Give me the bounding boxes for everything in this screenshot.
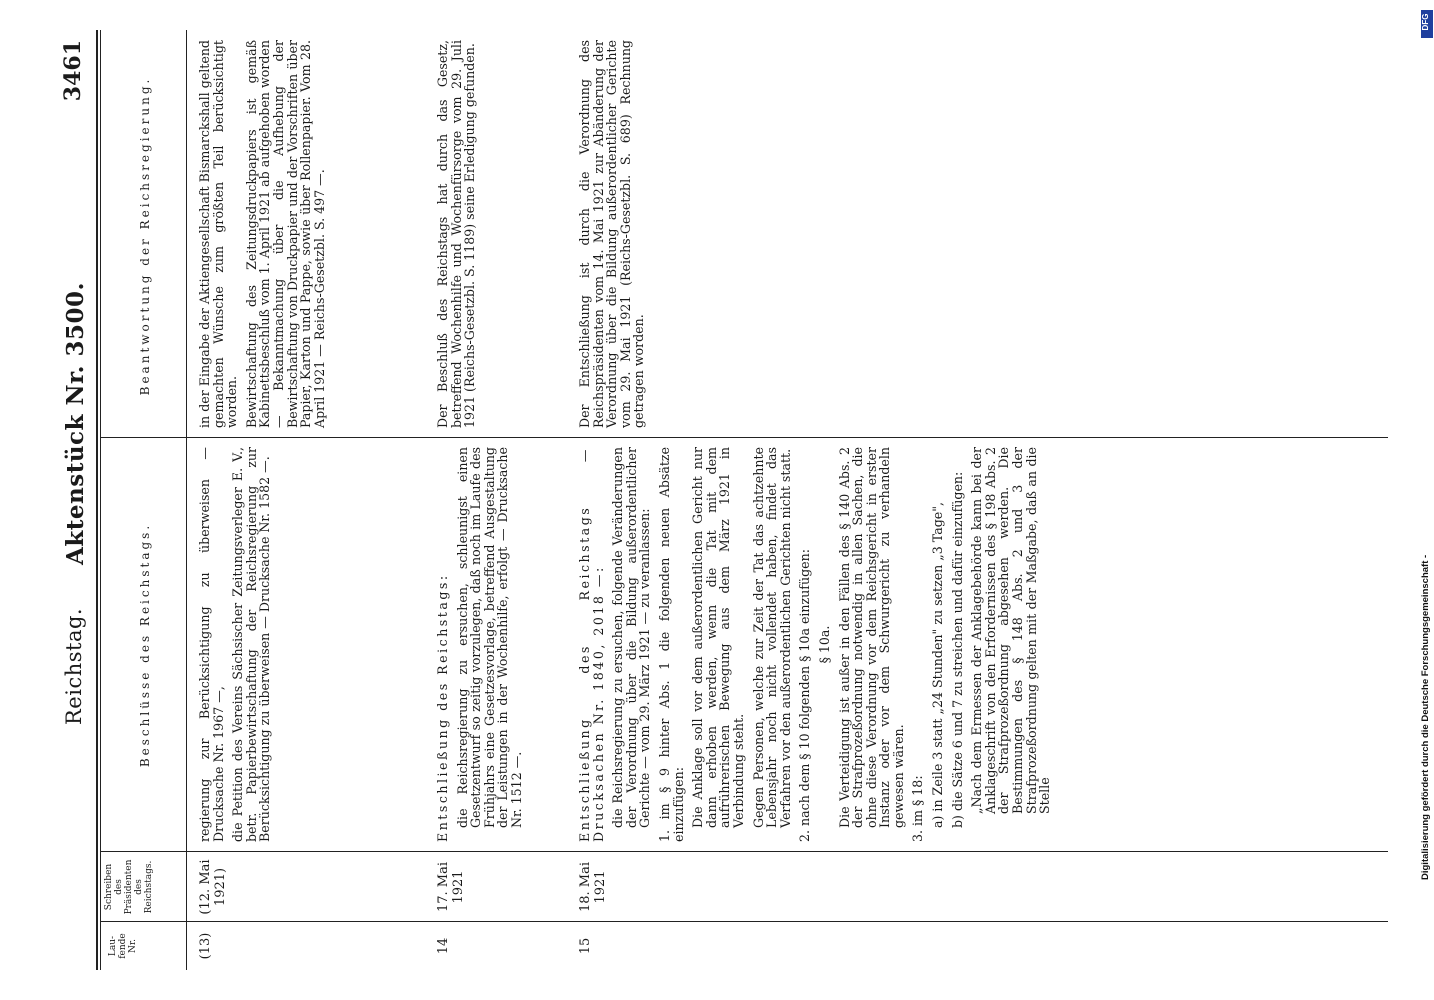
row-15-beschluss-p10: b) die Sätze 6 und 7 zu streichen und dafür einzufügen:: [949, 471, 965, 828]
row-15-beschluss-p3: Die Anklage soll vor dem außerordentlichen Gericht nur dann erhoben werden, wenn die Tat mit dem aufrührerischen Bewegung aus dem März 1921 in Verbindung steht.: [690, 447, 746, 828]
row-15-heading: Entschließung des Reichstags — Drucksachen Nr. 1840, 2018 —:: [577, 447, 606, 842]
header-title: Aktenstück Nr. 3500.: [62, 281, 89, 565]
page-number: 3461: [60, 40, 86, 102]
row-15-beschluss-p11: „Nach dem Ermessen der Anklagebehörde kann bei der Anklageschrift von den Erfordernissen des § 198 Abs. 2 der Strafprozeßordnung abgesehen werden. Die Bestimmungen des § 148 Abs. 2 und 3 der Strafprozeßordnung gelten mit der Maßgabe, daß an die Stelle: [969, 447, 1053, 814]
header-rule-thin: [100, 30, 101, 970]
row-14-beschluss: [436, 447, 530, 842]
row-13-antwort-p1: in der Eingabe der Aktiengesellschaft Bismarckshall geltend gemachten Wünsche zum größten Teil berücksichtigt worden.: [197, 40, 240, 428]
dfg-logo: DFG: [1421, 10, 1433, 38]
row-13-beschluss-p1: regierung zur Berücksichtigung zu überweisen — Drucksache Nr. 1967 —,: [197, 447, 226, 842]
row-15-date: 18. Mai 1921: [578, 861, 608, 913]
row-15-beschluss-p1: die Reichsregierung zu ersuchen, folgende Veränderungen der Verordnung über die Bildung außerordentlicher Gerichte — vom 29. März 1921 — zu veranlassen:: [610, 447, 653, 828]
header-rule: [96, 30, 98, 970]
row-15-beschluss-p4: Gegen Personen, welche zur Zeit der Tat das achtzehnte Lebensjahr noch nicht vollendet haben, findet das Verfahren vor den außerordentlichen Gerichten nicht statt.: [750, 447, 793, 828]
col-sep-2: [100, 851, 1388, 852]
row-15-beschluss: [578, 447, 1058, 842]
page-header: [58, 30, 98, 970]
row-15-beschluss-p9: a) in Zeile 3 statt „24 Stunden" zu setzen „3 Tage",: [930, 501, 946, 828]
row-13-beschluss-p2: die Petition des Vereins Sächsischer Zeitungsverleger E. V., betr. Papierbewirtschaftung der Reichsregierung zur Berücksichtigung zu überweisen — Drucksache Nr. 1582 —.: [230, 447, 273, 842]
colhead-beantwortung: Beantwortung der Reichsregierung.: [138, 76, 152, 396]
row-13-antwort-p2: Bewirtschaftung des Zeitungsdruckpapiers ist gemäß Kabinettsbeschluß vom 1. April 1921 ab aufgehoben worden — Bekanntmachung über die Aufhebung der Bewirtschaftung von Druckpapier und der Vorschriften über Papier, Karton und Pappe, sowie über Rollenpapier. Vom 28. April 1921 — Reichs-Gesetzbl. S. 497 —.: [243, 40, 327, 428]
header-left: Reichstag.: [62, 607, 86, 725]
rotated-document-page: [58, 30, 1388, 970]
row-15-nr: 15: [578, 937, 593, 955]
colhead-nr: Lau- fende Nr.: [108, 933, 138, 959]
column-head-rule: [186, 30, 187, 970]
row-15-beschluss-p2: 1. im § 9 hinter Abs. 1 die folgenden neuen Absätze einzufügen:: [656, 447, 686, 842]
row-15-antwort-p1: Der Entschließung ist durch die Verordnung des Reichspräsidenten vom 14. Mai 1921 zur Abänderung der Verordnung über die Bildung außerordentlicher Gerichte vom 29. Mai 1921 (Reichs-Gesetzbl. S. 689) Rechnung getragen worden.: [577, 40, 647, 428]
colhead-beschluesse: Beschlüsse des Reichstags.: [138, 522, 152, 768]
col-sep-1: [100, 921, 1388, 922]
row-14-antwort-p1: Der Beschluß des Reichstags hat durch das Gesetz, betreffend Wochenhilfe und Wochenfürsorge vom 29. Juli 1921 (Reichs-Gesetzbl. S. 1189) seine Erledigung gefunden.: [435, 40, 478, 428]
row-15-antwort: [578, 40, 652, 428]
row-14-nr: 14: [436, 937, 451, 955]
row-14-heading: Entschließung des Reichstags:: [435, 573, 450, 842]
row-13-antwort: [198, 40, 332, 428]
row-13-date: (12. Mai 1921): [198, 859, 228, 915]
row-13-nr: (13): [198, 932, 213, 960]
row-15-beschluss-p8: 3. im § 18:: [910, 775, 926, 842]
row-15-beschluss-p6: § 10a.: [816, 625, 832, 664]
digitization-credit: Digitalisierung gefördert durch die Deutsche Forschungsgemeinschaft -: [1420, 554, 1431, 880]
col-sep-3: [100, 437, 1388, 438]
row-14-antwort: [436, 40, 483, 428]
row-15-beschluss-p5: 2. nach dem § 10 folgenden § 10a einzufügen:: [797, 549, 813, 842]
row-13-beschluss: [198, 447, 278, 842]
row-15-beschluss-p7: Die Verteidigung ist außer in den Fällen des § 140 Abs. 2 der Strafprozeßordnung notwendig in allen Sachen, die ohne diese Verordnung vor dem Reichsgericht in erster Instanz oder vor dem Schwurgericht zu verhandeln gewesen wären.: [836, 447, 906, 828]
row-14-beschluss-p1: die Reichsregierung zu ersuchen, schleunigst einen Gesetzentwurf so zeitig vorzulegen, daß noch im Laufe des Frühjahrs eine Gesetzesvorlage, betreffend Ausgestaltung der Leistungen in der Wochenhilfe, erfolgt — Drucksache Nr. 1512 —.: [454, 447, 524, 828]
row-14-date: 17. Mai 1921: [436, 861, 466, 913]
colhead-schreiben: Schreiben des Präsidenten des Reichstags.: [104, 859, 154, 915]
